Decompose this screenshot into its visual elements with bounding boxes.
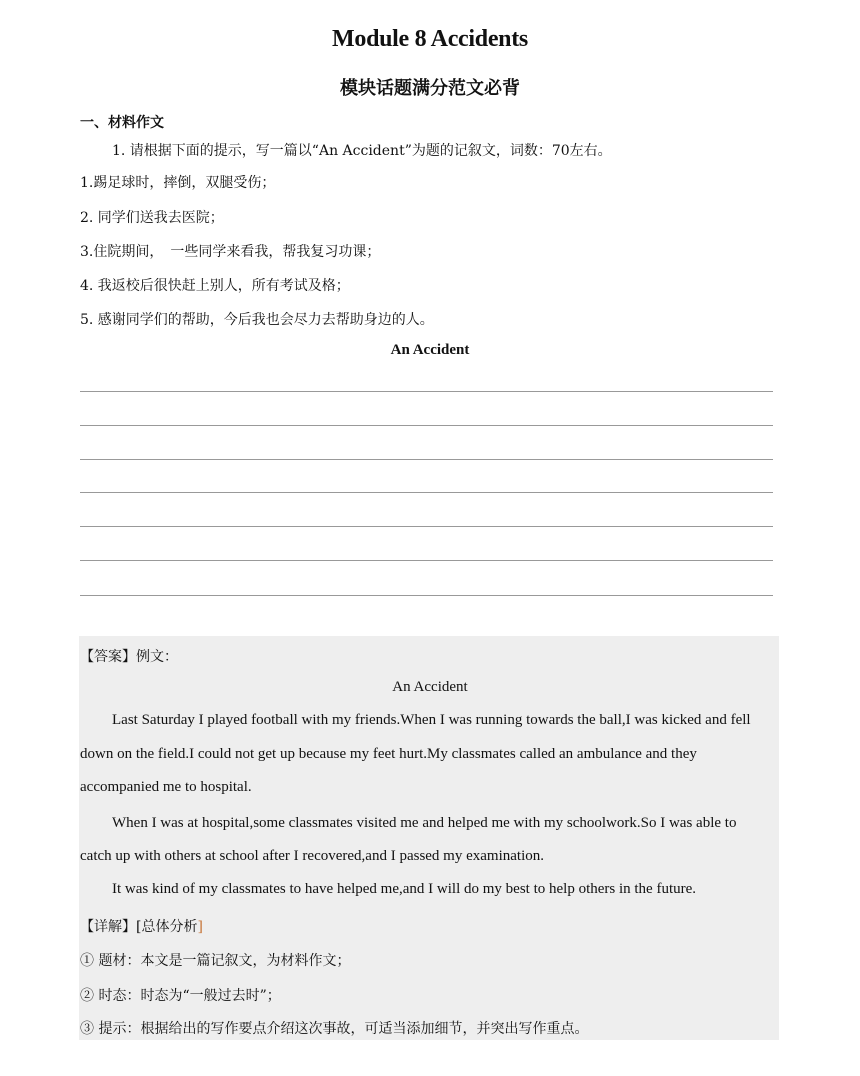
analysis-item-1: ① 题材：本文是一篇记叙文，为材料作文； <box>80 953 351 969</box>
writing-line <box>80 391 773 392</box>
essay-title: An Accident <box>390 342 470 358</box>
answer-line-1: Last Saturday I played football with my friends.When I was running towards the ball,I was kicked and fell <box>112 712 751 728</box>
writing-line <box>80 560 773 561</box>
writing-line <box>80 492 773 493</box>
task-point-3: 3.住院期间， 一些同学来看我，帮我复习功课； <box>80 244 381 260</box>
task-point-5: 5. 感谢同学们的帮助，今后我也会尽力去帮助身边的人。 <box>80 312 434 328</box>
task-point-2: 2. 同学们送我去医院； <box>80 210 224 226</box>
writing-line <box>80 425 773 426</box>
analysis-item-3: ③ 提示：根据给出的写作要点介绍这次事故，可适当添加细节，并突出写作重点。 <box>80 1021 589 1037</box>
writing-line <box>80 526 773 527</box>
answer-box <box>79 636 779 1040</box>
section-heading: 一、材料作文 <box>80 115 164 131</box>
document-subtitle: 模块话题满分范文必背 <box>340 78 520 99</box>
answer-line-6: It was kind of my classmates to have helped me,and I will do my best to help others in the future. <box>112 881 697 897</box>
detail-bracket-open: [总体分析 <box>136 919 198 935</box>
answer-line-2: down on the field.I could not get up because my feet hurt.My classmates called an ambulance and they <box>80 746 697 762</box>
answer-title: An Accident <box>392 679 468 695</box>
writing-line <box>80 459 773 460</box>
answer-line-5: catch up with others at school after I recovered,and I passed my examination. <box>80 848 544 864</box>
task-point-4: 4. 我返校后很快赶上别人，所有考试及格； <box>80 278 350 294</box>
answer-label: 【答案】例文： <box>80 649 178 665</box>
task-instruction: 1. 请根据下面的提示，写一篇以“An Accident”为题的记叙文，词数：70左右。 <box>112 143 612 159</box>
detail-label: 【详解】 <box>80 919 136 935</box>
detail-heading <box>80 916 203 936</box>
answer-line-4: When I was at hospital,some classmates visited me and helped me with my schoolwork.So I was able to <box>112 815 737 831</box>
document-title: Module 8 Accidents <box>332 26 528 52</box>
writing-line <box>80 595 773 596</box>
answer-line-3: accompanied me to hospital. <box>80 779 252 795</box>
analysis-item-2: ② 时态：时态为“一般过去时”； <box>80 988 281 1004</box>
task-point-1: 1.踢足球时，摔倒，双腿受伤； <box>80 175 276 191</box>
detail-bracket-close: ] <box>197 919 203 935</box>
